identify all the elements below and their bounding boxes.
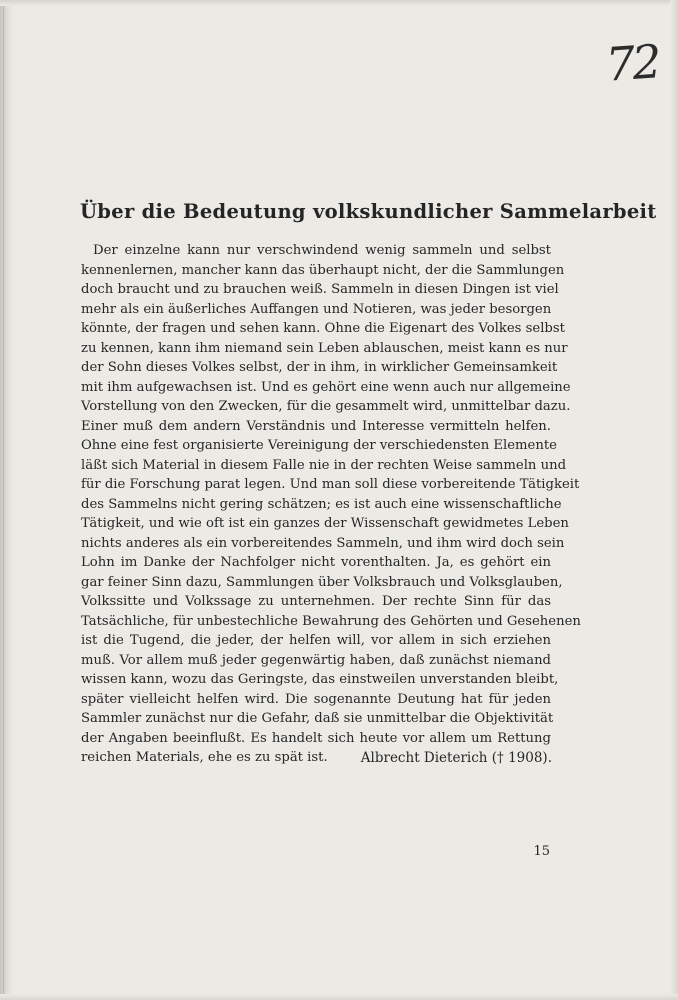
body-line: läßt sich Material in diesem Falle nie in der rechten Weise sammeln und — [81, 457, 567, 473]
body-line: nichts anderes als ein vorbereitendes Sammeln, und ihm wird doch sein — [81, 535, 565, 551]
body-line: mehr als ein äußerliches Auffangen und Notieren, was jeder besorgen — [81, 301, 552, 317]
body-line: kennenlernen, mancher kann das überhaupt nicht, der die Sammlungen — [81, 262, 565, 278]
body-line: Der einzelne kann nur verschwindend wenig sammeln und selbst — [93, 243, 551, 258]
body-line: zu kennen, kann ihm niemand sein Leben ablauschen, meist kann es nur — [81, 340, 568, 356]
body-line: doch braucht und zu brauchen weiß. Sammeln in diesen Dingen ist viel — [81, 282, 559, 297]
body-line: Volkssitte und Volkssage zu unternehmen. Der rechte Sinn für das — [81, 594, 551, 609]
handwritten-page-mark: 72 — [604, 34, 661, 92]
page-top-edge — [0, 0, 678, 6]
body-line: später vielleicht helfen wird. Die sogenannte Deutung hat für jeden — [81, 691, 551, 707]
body-line: der Sohn dieses Volkes selbst, der in ihm, in wirklicher Gemeinsamkeit — [81, 360, 558, 375]
page-title: Über die Bedeutung volkskundlicher Sammelarbeit — [80, 200, 657, 223]
body-line: Vorstellung von den Zwecken, für die gesammelt wird, unmittelbar dazu. — [81, 399, 571, 414]
page-right-edge — [670, 0, 678, 1000]
body-line: wissen kann, wozu das Geringste, das einstweilen unverstanden bleibt, — [81, 672, 559, 687]
body-line: könnte, der fragen und sehen kann. Ohne die Eigenart des Volkes selbst — [81, 321, 565, 336]
body-line: reichen Materials, ehe es zu spät ist. — [81, 750, 328, 765]
body-line: des Sammelns nicht gering schätzen; es ist auch eine wissenschaftliche — [81, 496, 562, 512]
body-line: gar feiner Sinn dazu, Sammlungen über Volksbrauch und Volksglauben, — [81, 574, 563, 590]
body-line: für die Forschung parat legen. Und man soll diese vorbereitende Tätigkeit — [81, 477, 580, 492]
body-line: mit ihm aufgewachsen ist. Und es gehört eine wenn auch nur allgemeine — [81, 379, 571, 395]
page-bottom-edge — [0, 994, 678, 1000]
body-line: muß. Vor allem muß jeder gegenwärtig haben, daß zunächst niemand — [81, 652, 551, 668]
page-binding-edge — [3, 0, 4, 1000]
body-line: Lohn im Danke der Nachfolger nicht vorenthalten. Ja, es gehört ein — [81, 555, 551, 570]
body-line: der Angaben beeinflußt. Es handelt sich heute vor allem um Rettung — [81, 730, 551, 746]
body-line: Sammler zunächst nur die Gefahr, daß sie unmittelbar die Objektivität — [81, 711, 554, 726]
body-line: Ohne eine fest organisierte Vereinigung der verschiedensten Elemente — [81, 438, 557, 453]
body-paragraph — [81, 241, 581, 768]
body-line: Tätigkeit, und wie oft ist ein ganzes der Wissenschaft gewidmetes Leben — [81, 516, 569, 531]
body-line: ist die Tugend, die jeder, der helfen will, vor allem in sich erziehen — [81, 633, 551, 648]
page-number: 15 — [533, 844, 550, 859]
body-line: Einer muß dem andern Verständnis und Interesse vermitteln helfen. — [81, 418, 551, 434]
author-attribution: Albrecht Dieterich († 1908). — [360, 750, 552, 766]
body-line: Tatsächliche, für unbestechliche Bewahrung des Gehörten und Gesehenen — [81, 613, 581, 629]
